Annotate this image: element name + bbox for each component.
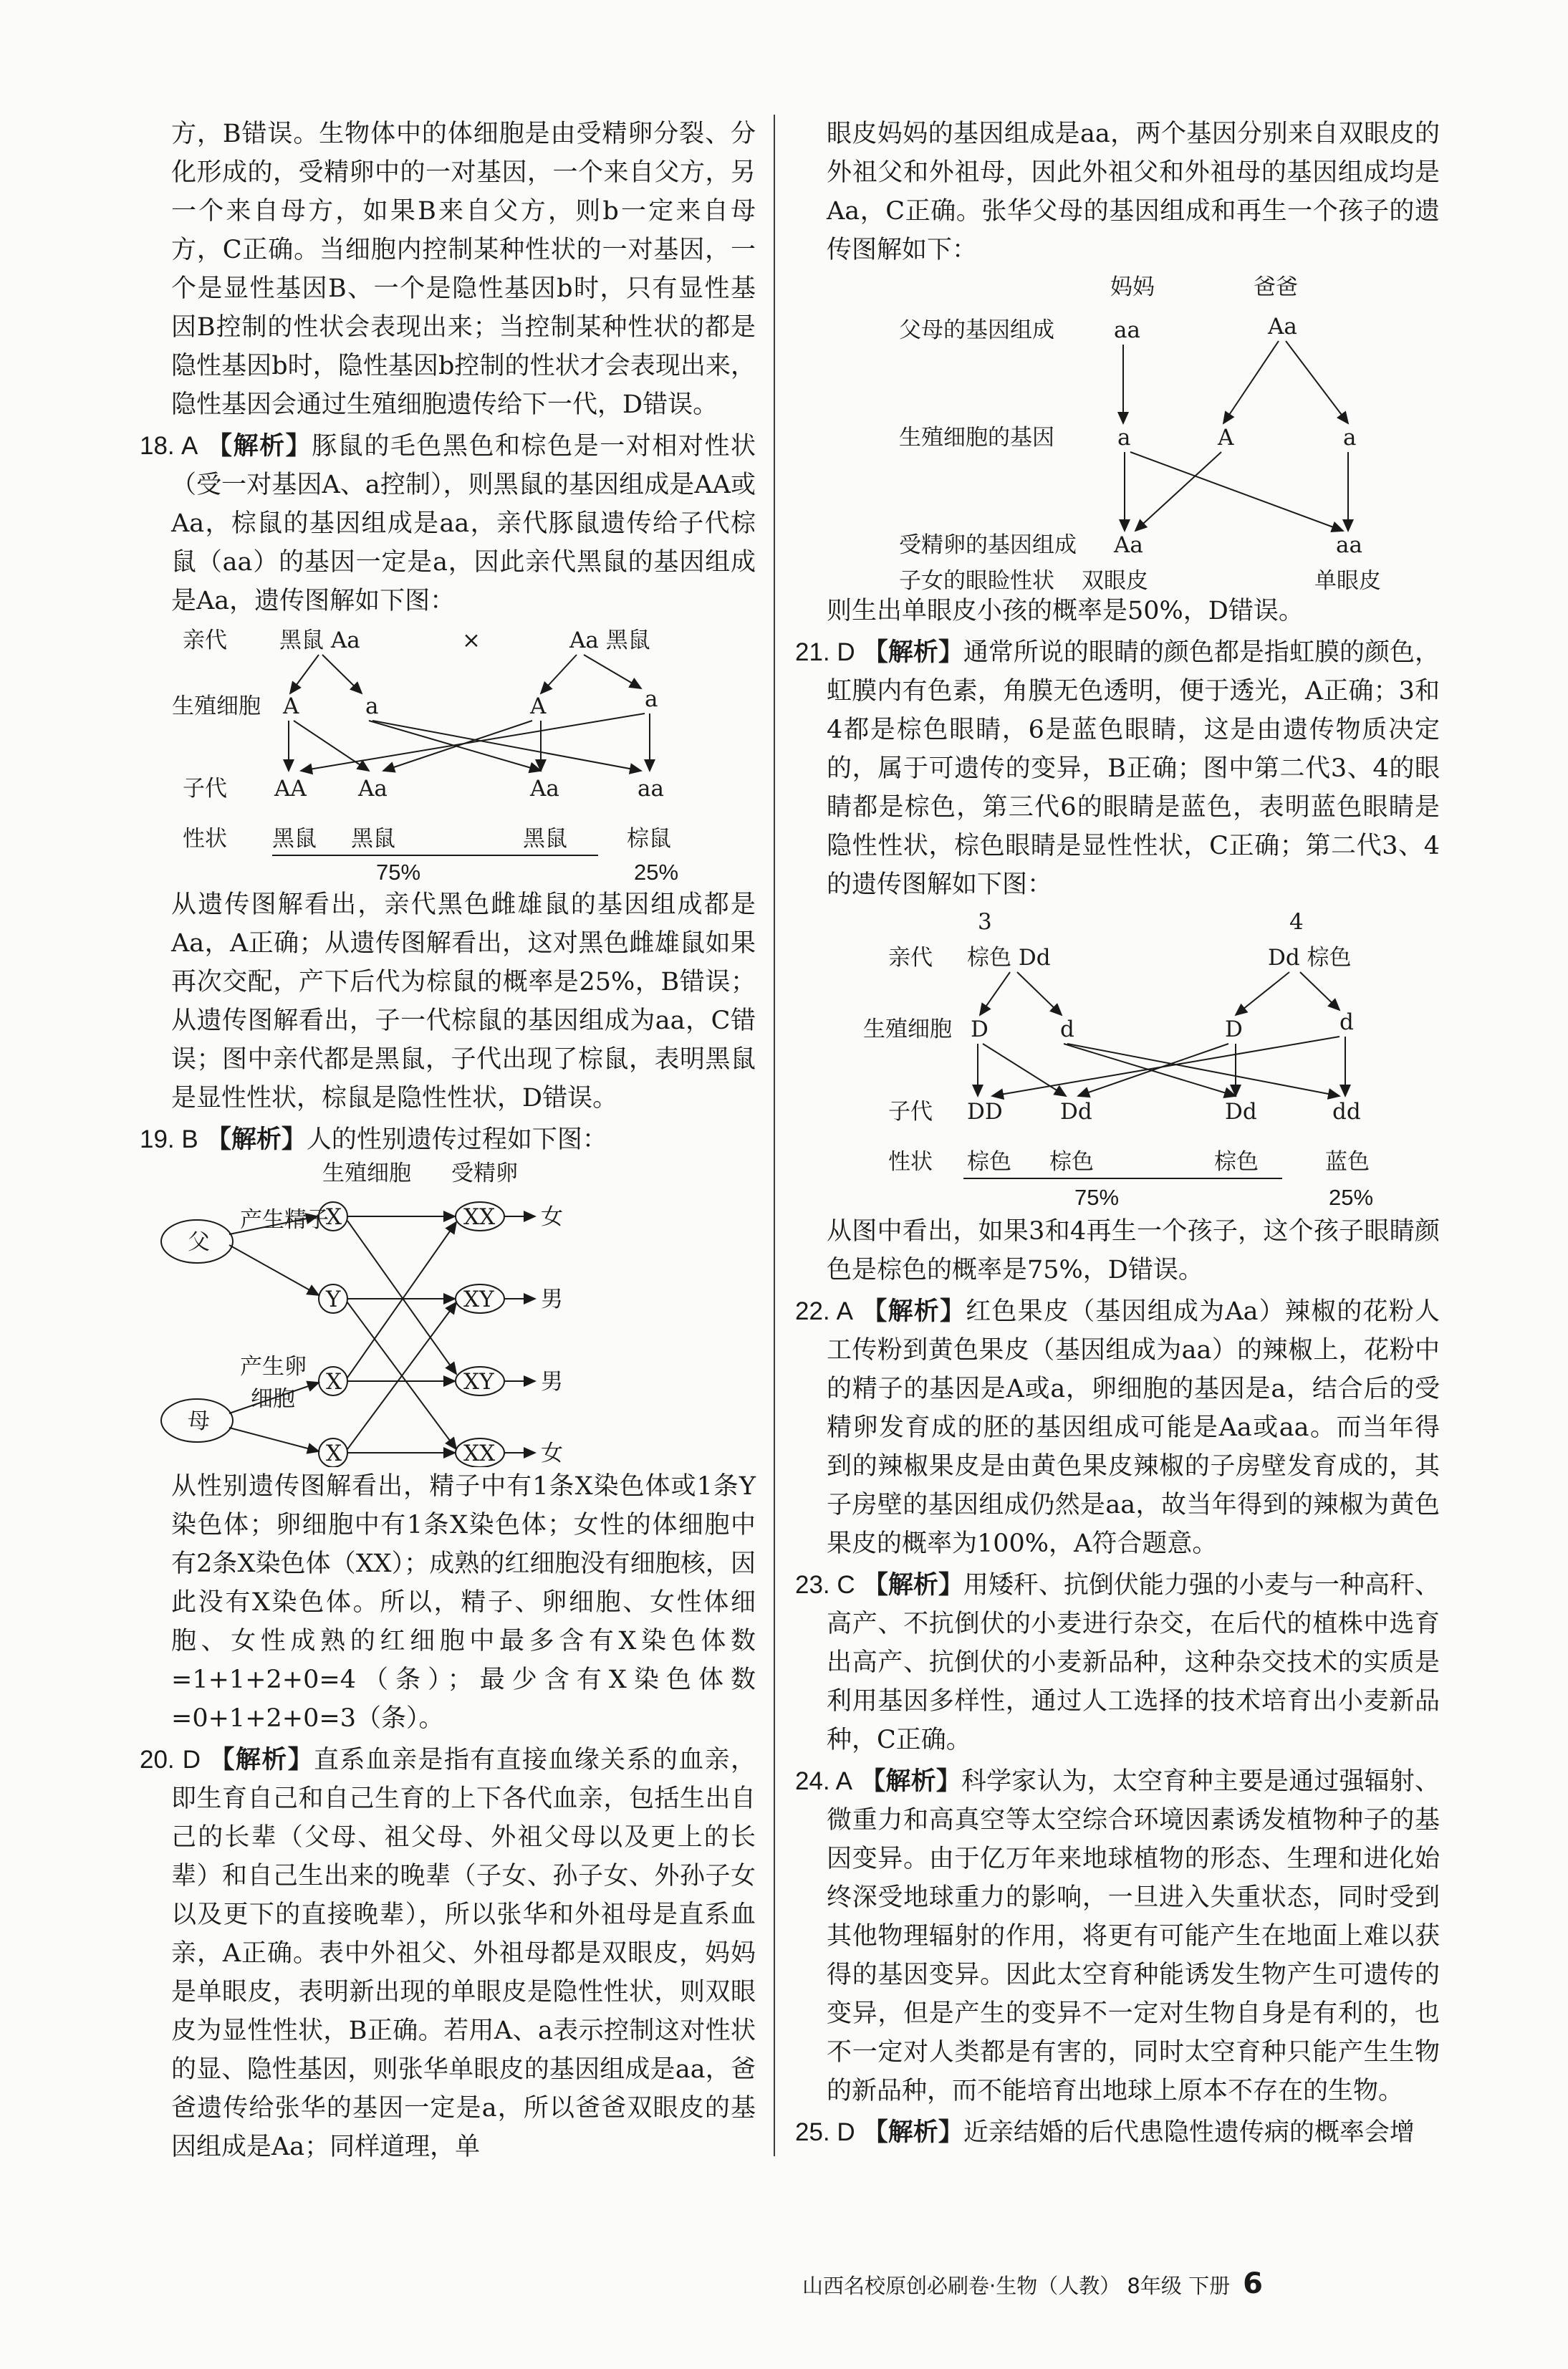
- d19-x2: X: [326, 1369, 342, 1395]
- q23-number: 23. C: [795, 1571, 855, 1599]
- q20-tag: 【解析】: [209, 1745, 314, 1774]
- d21-p1: 75%: [1074, 1185, 1120, 1210]
- question-18: [140, 427, 756, 620]
- q25-text: 近亲结婚的后代患隐性遗传病的概率会增: [963, 2118, 1415, 2147]
- d20-z2: aa: [1336, 532, 1362, 558]
- d21-c2: Dd: [1060, 1099, 1092, 1125]
- d19-egg-label2: 细胞: [251, 1386, 295, 1412]
- d18-c3: Aa: [530, 776, 559, 802]
- question-25: [795, 2113, 1440, 2152]
- d19-x3: X: [326, 1441, 342, 1466]
- diagram-q18: [140, 620, 756, 885]
- d21-c1: DD: [967, 1099, 1003, 1125]
- question-24: [795, 1762, 1440, 2110]
- d20-dad: 爸爸: [1254, 274, 1298, 300]
- d21-p2: 25%: [1329, 1185, 1374, 1210]
- d19-male1: 男: [541, 1287, 563, 1312]
- d18-t3: 黑鼠: [523, 826, 567, 852]
- d19-sperm-label: 产生精子: [240, 1207, 329, 1233]
- d18-g3: A: [530, 693, 547, 719]
- d19-xx1: XX: [463, 1204, 496, 1230]
- d21-t1: 棕色: [967, 1149, 1011, 1175]
- q21-text: 通常所说的眼睛的颜色都是指虹膜的颜色，虹膜内有色素，角膜无色透明，便于透光，A正确；3和4都是棕色眼睛，6是蓝色眼睛，这是由遗传物质决定的，属于可遗传的变异，B正确；图中第二代3、4的眼睛都是棕色，第三代6的眼睛是蓝色，表明蓝色眼睛是隐性性状，棕色眼睛是显性性状，C正确；第二代3、4的遗传图解如下图：: [827, 638, 1440, 899]
- d18-c4: aa: [638, 776, 664, 802]
- d21-parent1: 棕色 Dd: [967, 945, 1051, 971]
- intro-paragraph: 方，B错误。生物体中的体细胞是由受精卵分裂、分化形成的，受精卵中的一对基因，一个来自父方，另一个来自母方，如果B来自父方，则b一定来自母方，C正确。当细胞内控制某种性状的一对基因，一个是显性基因B、一个是隐性基因b时，只有显性基因B控制的性状会表现出来；当控制某种性状的都是隐性基因b时，隐性基因b控制的性状才会表现出来，隐性基因会通过生殖细胞遗传给下一代，D错误。: [171, 120, 756, 419]
- left-column: [140, 115, 756, 2166]
- d19-y1: Y: [326, 1287, 341, 1312]
- q23-tag: 【解析】: [862, 1570, 963, 1600]
- d20-mom-g: aa: [1114, 317, 1140, 343]
- d19-male2: 男: [541, 1369, 563, 1395]
- d18-row-child: 子代: [183, 776, 227, 802]
- q24-number: 24. A: [795, 1767, 852, 1795]
- d18-t1: 黑鼠: [272, 826, 317, 852]
- page-footer: [802, 2267, 1447, 2300]
- d19-egg-label1: 产生卵: [240, 1354, 307, 1380]
- d21-c4: dd: [1332, 1099, 1361, 1125]
- q19-after: 从性别遗传图解看出，精子中有1条X染色体或1条Y染色体；卵细胞中有1条X染色体；女性的体细胞中有2条X染色体（XX）；成熟的红细胞没有细胞核，因此没有X染色体。所以，精子、卵细胞、女性体细胞、女性成熟的红细胞中最多含有X染色体数=1+1+2+0=4（条）；最少含有X染色体数=0+1+2+0=3（条）。: [171, 1472, 756, 1733]
- d18-row-gamete: 生殖细胞: [172, 693, 261, 719]
- q19-number: 19. B: [140, 1125, 198, 1153]
- d19-xx2: XX: [463, 1441, 496, 1466]
- question-22: [795, 1292, 1440, 1563]
- d21-n3: 3: [978, 909, 992, 935]
- q21-tag: 【解析】: [862, 638, 963, 667]
- d19-father: 父: [188, 1229, 210, 1255]
- d21-arrows: [978, 972, 1345, 1096]
- page-number: 6: [1243, 2267, 1263, 2300]
- q20-number: 20. D: [140, 1746, 201, 1774]
- q19-text: 人的性别遗传过程如下图：: [306, 1125, 607, 1154]
- diagram-q20: [795, 269, 1440, 592]
- question-20: [140, 1741, 756, 2166]
- diagram-q21: [795, 904, 1440, 1212]
- question-23: [795, 1566, 1440, 1759]
- q23-text: 用矮秆、抗倒伏能力强的小麦与一种高秆、高产、不抗倒伏的小麦进行杂交，在后代的植株中选育出高产、抗倒伏的小麦新品种，这种杂交技术的实质是利用基因多样性，通过人工选择的技术培育出小麦新品种，C正确。: [827, 1571, 1440, 1754]
- q18-number: 18. A: [140, 432, 198, 460]
- d18-row-parent: 亲代: [183, 628, 227, 653]
- q19-tag: 【解析】: [206, 1125, 307, 1154]
- d20-g2: A: [1218, 425, 1234, 451]
- d18-t4: 棕鼠: [627, 826, 671, 852]
- q18-text: 豚鼠的毛色黑色和棕色是一对相对性状（受一对基因A、a控制），则黑鼠的基因组成是AA或Aa，棕鼠的基因组成是aa，亲代豚鼠遗传给子代棕鼠（aa）的基因一定是a，因此亲代黑鼠的基因组成是Aa，遗传图解如下图：: [171, 432, 756, 615]
- d19-mother: 母: [188, 1408, 210, 1434]
- q25-tag: 【解析】: [862, 2118, 963, 2147]
- footer-title: 山西名校原创必刷卷·生物（人教） 8年级 下册: [802, 2274, 1231, 2298]
- d18-parent1: 黑鼠 Aa: [279, 628, 360, 653]
- d21-n4: 4: [1289, 909, 1304, 935]
- right-column: [795, 115, 1440, 2152]
- d20-row-gamete: 生殖细胞的基因: [899, 425, 1054, 451]
- d20-arrows: [1123, 341, 1348, 531]
- d21-g2: d: [1060, 1017, 1074, 1042]
- d19-arrows: [229, 1216, 535, 1453]
- d21-c3: Dd: [1225, 1099, 1257, 1125]
- question-19: [140, 1120, 756, 1159]
- q21-number: 21. D: [795, 638, 855, 666]
- d21-t3: 棕色: [1214, 1149, 1259, 1175]
- q22-text: 红色果皮（基因组成为Aa）辣椒的花粉人工传粉到黄色果皮（基因组成为aa）的辣椒上，花粉中的精子的基因是A或a，卵细胞的基因是a，结合后的受精卵发育成的胚的基因组成可能是Aa或aa。而当年得到的辣椒果皮是由黄色果皮辣椒的子房壁发育成的，其子房壁的基因组成仍然是aa，故当年得到的辣椒为黄色果皮的概率为100%，A符合题意。: [827, 1297, 1440, 1558]
- d18-row-trait: 性状: [183, 826, 227, 852]
- q20-after: 则生出单眼皮小孩的概率是50%，D错误。: [827, 597, 1304, 625]
- d19-h-zygote: 受精卵: [451, 1161, 518, 1186]
- q22-tag: 【解析】: [862, 1297, 966, 1326]
- d19-circles: [319, 1202, 504, 1467]
- d18-cross: ×: [462, 628, 481, 653]
- d18-g2: a: [365, 693, 379, 719]
- question-21: [795, 633, 1440, 904]
- d18-g4: a: [645, 686, 658, 712]
- d20-mom: 妈妈: [1110, 274, 1155, 300]
- d18-c2: Aa: [358, 776, 388, 802]
- d19-h-gamete: 生殖细胞: [322, 1161, 411, 1186]
- q20-text: 直系血亲是指有直接血缘关系的血亲，即生育自己和自己生育的上下各代血亲，包括生出自己的长辈（父母、祖父母、外祖父母以及更上的长辈）和自己生出来的晚辈（子女、孙子女、外孙子女以及更下的直接晚辈），所以张华和外祖母是直系血亲，A正确。表中外祖父、外祖母都是双眼皮，妈妈是单眼皮，表明新出现的单眼皮是隐性性状，则双眼皮为显性性状，B正确。若用A、a表示控制这对性状的显、隐性基因，则张华单眼皮的基因组成是aa，爸爸遗传给张华的基因一定是a，所以爸爸双眼皮的基因组成是Aa；同样道理，单: [171, 1746, 756, 2161]
- d19-x1: X: [326, 1204, 342, 1230]
- d21-row-child: 子代: [888, 1099, 933, 1125]
- d19-female2: 女: [541, 1441, 563, 1466]
- d20-dad-g: Aa: [1268, 314, 1297, 340]
- d21-t4: 蓝色: [1325, 1149, 1370, 1175]
- d21-row-gamete: 生殖细胞: [863, 1017, 952, 1042]
- d20-t1: 双眼皮: [1082, 568, 1148, 592]
- diagram-q19: [140, 1159, 756, 1467]
- d21-parent2: Dd 棕色: [1268, 945, 1352, 971]
- d18-g1: A: [283, 693, 299, 719]
- q21-after: 从图中看出，如果3和4再生一个孩子，这个孩子眼睛颜色是棕色的概率是75%，D错误。: [827, 1217, 1440, 1284]
- d18-parent2: Aa 黑鼠: [569, 628, 650, 653]
- d18-c1: AA: [274, 776, 307, 802]
- d21-row-trait: 性状: [888, 1149, 933, 1175]
- q18-after: 从遗传图解看出，亲代黑色雌雄鼠的基因组成都是Aa，A正确；从遗传图解看出，这对黑色雌雄鼠如果再次交配，产下后代为棕鼠的概率是25%，B错误；从遗传图解看出，子一代棕鼠的基因组成为aa，C错误；图中亲代都是黑鼠，子代出现了棕鼠，表明黑鼠是显性性状，棕鼠是隐性性状，D错误。: [171, 890, 756, 1113]
- d20-row-zygote: 受精卵的基因组成: [899, 532, 1077, 558]
- d18-t2: 黑鼠: [351, 826, 395, 852]
- d21-g1: D: [971, 1017, 989, 1042]
- d21-t2: 棕色: [1049, 1149, 1094, 1175]
- q20-continued: 眼皮妈妈的基因组成是aa，两个基因分别来自双眼皮的外祖父和外祖母，因此外祖父和外祖母的基因组成均是Aa，C正确。张华父母的基因组成和再生一个孩子的遗传图解如下：: [827, 120, 1440, 264]
- d20-z1: Aa: [1114, 532, 1143, 558]
- d21-g4: d: [1339, 1009, 1354, 1035]
- q24-text: 科学家认为，太空育种主要是通过强辐射、微重力和高真空等太空综合环境因素诱发植物种子的基因变异。由于亿万年来地球植物的形态、生理和进化始终深受地球重力的影响，一旦进入失重状态，同时受到其他物理辐射的作用，将更有可能产生在地面上难以获得的基因变异。因此太空育种能诱发生物产生可遗传的变异，但是产生的变异不一定对生物自身是有利的，也不一定对人类都是有害的，同时太空育种只能产生生物的新品种，而不能培育出地球上原本不存在的生物。: [827, 1767, 1440, 2105]
- d21-g3: D: [1225, 1017, 1243, 1042]
- d19-female1: 女: [541, 1204, 563, 1230]
- d20-t2: 单眼皮: [1314, 568, 1381, 592]
- q22-number: 22. A: [795, 1297, 854, 1325]
- q18-tag: 【解析】: [207, 431, 312, 461]
- d20-g1: a: [1117, 425, 1131, 451]
- d20-row-parent: 父母的基因组成: [899, 317, 1054, 343]
- d19-xy2: XY: [463, 1369, 494, 1395]
- q25-number: 25. D: [795, 2118, 855, 2146]
- d18-p2: 25%: [634, 860, 679, 885]
- column-divider: [774, 115, 775, 2156]
- d19-xy1: XY: [463, 1287, 494, 1312]
- d20-g3: a: [1343, 425, 1357, 451]
- d20-row-trait: 子女的眼睑性状: [899, 568, 1054, 592]
- q24-tag: 【解析】: [860, 1767, 961, 1796]
- d18-arrows: [289, 655, 650, 771]
- d18-p1: 75%: [376, 860, 421, 885]
- d21-row-parent: 亲代: [888, 945, 933, 971]
